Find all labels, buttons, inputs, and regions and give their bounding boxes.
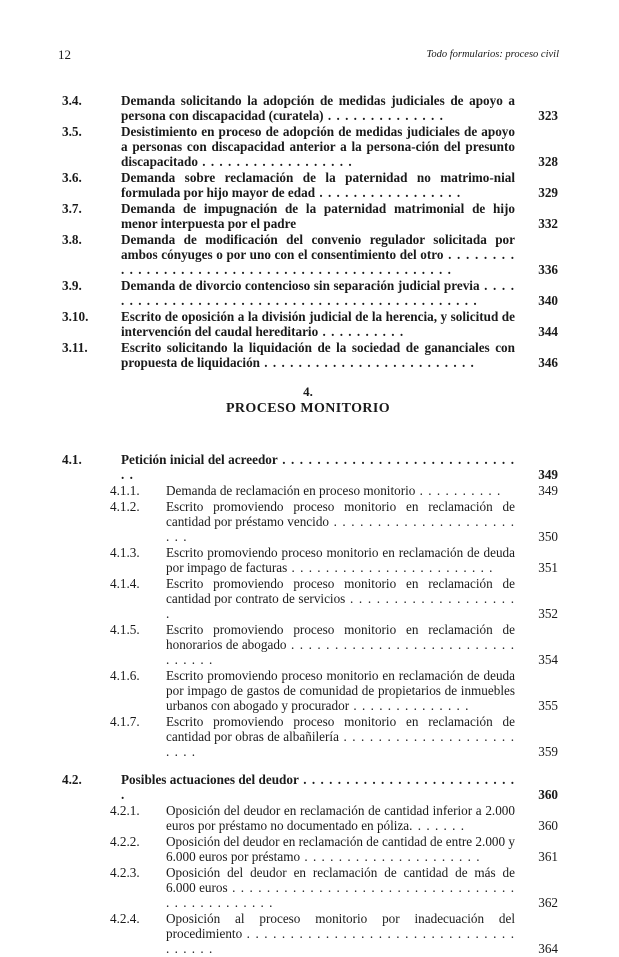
toc-subentry[interactable]	[58, 865, 558, 910]
entry-page-number: 350	[538, 529, 558, 544]
entry-number: 3.7.	[62, 201, 82, 216]
entry-number: 3.10.	[62, 309, 89, 324]
entry-number: 4.1.1.	[110, 483, 140, 498]
entry-title: Escrito solicitando la liquidación de la sociedad de gananciales con propuesta de liquidación	[121, 340, 515, 370]
entry-title: Demanda de reclamación en proceso monitorio	[166, 483, 416, 498]
toc-entry[interactable]	[58, 93, 558, 123]
entry-title: Oposición del deudor en reclamación de cantidad de entre 2.000 y 6.000 euros por préstamo	[166, 834, 515, 864]
toc-entry[interactable]	[58, 201, 558, 231]
entry-title: Escrito promoviendo proceso monitorio en reclamación de deuda por impago de gastos de comunidad de propietarios de inmuebles urbanos con abogado y procurador	[166, 668, 515, 713]
entry-title: Demanda de modificación del convenio regulador solicitada por ambos cónyuges o por uno con el consentimiento del otro	[121, 232, 515, 262]
entry-number: 4.2.	[62, 772, 82, 787]
dot-leader: . . . . . . . . . . . . . . . . . . . . . . . .	[166, 514, 515, 544]
entry-title: Desistimiento en proceso de adopción de medidas judiciales de apoyo a personas con discapacidad anterior a la persona-ción del presunto discapacitado	[121, 124, 515, 169]
page-number: 12	[58, 47, 71, 62]
entry-page-number: 346	[538, 355, 558, 370]
dot-leader: . . . . . . . . . . . . . . . . . . . . . . . . .	[260, 355, 475, 370]
entry-page-number: 355	[538, 698, 558, 713]
running-title: Todo formularios: proceso civil	[426, 49, 559, 60]
dot-leader: . . . . . . . . . . . . . . . . . . . . . . . . . .	[121, 772, 516, 802]
dot-leader: . . . . . . . . . . . . . . . . . . . . . . . .	[287, 560, 494, 575]
dot-leader: . . . . . . . . . . . . . . . . . . . .	[166, 591, 516, 621]
entry-title: Escrito promoviendo proceso monitorio en reclamación de cantidad por contrato de servicios	[166, 576, 515, 606]
section-number: 4.	[303, 384, 313, 399]
entry-page-number: 351	[538, 560, 558, 575]
entry-page-number: 349	[538, 467, 558, 482]
entry-number: 3.9.	[62, 278, 82, 293]
entry-number: 4.1.4.	[110, 576, 140, 591]
toc-subentry[interactable]	[58, 834, 558, 864]
dot-leader: . . . . . . . . . . . . . . . . . . . . . . . . . . . . . . . . . . . . . . . . . . . . . .	[121, 278, 516, 308]
toc-subentry[interactable]	[58, 576, 558, 621]
dot-leader: . . . . . . . . . . . . . . . . . . . . . . . . . . . . .	[121, 452, 516, 482]
dot-leader: . . . . . . . . . . . . . . . . . . . . . . . . . . . . . . . . . . . . . . . . . . . . . .	[166, 880, 515, 910]
entry-title: Oposición del deudor en reclamación de cantidad de más de 6.000 euros	[166, 865, 515, 895]
dot-leader: . . . . . . . . . . . . . .	[323, 108, 444, 123]
entry-page-number: 364	[538, 941, 558, 956]
entry-number: 4.2.2.	[110, 834, 140, 849]
entry-title: Escrito de oposición a la división judicial de la herencia, y solicitud de intervención del caudal hereditario	[121, 309, 515, 339]
toc-subentry[interactable]	[58, 803, 558, 833]
dot-leader: . . . . . . . . . .	[318, 324, 405, 339]
toc-subentry[interactable]	[58, 714, 558, 759]
entry-title: Demanda solicitando la adopción de medidas judiciales de apoyo a persona con discapacidad (curatela)	[121, 93, 515, 123]
entry-title: Demanda de divorcio contencioso sin separación judicial previa	[121, 278, 480, 293]
entry-page-number: 360	[538, 818, 558, 833]
spacer	[58, 760, 558, 772]
entry-number: 4.1.6.	[110, 668, 140, 683]
entry-page-number: 362	[538, 895, 558, 910]
toc-subentry[interactable]	[58, 911, 558, 956]
entry-page-number: 340	[538, 293, 558, 308]
dot-leader: . . . . . . . . . . . . . . . . .	[315, 185, 462, 200]
entry-title: Oposición al proceso monitorio por inadecuación del procedimiento	[166, 911, 515, 941]
entry-number: 4.2.1.	[110, 803, 140, 818]
toc-subentry[interactable]	[58, 545, 558, 575]
dot-leader: . . . . . . . . . . . . . . . . . .	[197, 154, 353, 169]
section-heading	[58, 384, 558, 416]
dot-leader: . . . . . . . . . . . . . . . . . . . . .	[300, 849, 481, 864]
entry-number: 3.11.	[62, 340, 88, 355]
entry-page-number: 354	[538, 652, 558, 667]
toc-entry[interactable]	[58, 124, 558, 169]
page-header	[58, 47, 559, 63]
entry-number: 4.1.5.	[110, 622, 140, 637]
entry-page-number: 360	[538, 787, 558, 802]
dot-leader: . . . . . . . . . . . . . . . . . . . . . . . . . . . . . . . .	[166, 637, 516, 667]
entry-number: 3.8.	[62, 232, 82, 247]
toc-subentry[interactable]	[58, 483, 558, 498]
entry-title: Demanda sobre reclamación de la paternidad no matrimo-nial formulada por hijo mayor de edad	[121, 170, 515, 200]
entry-title: Escrito promoviendo proceso monitorio en reclamación de cantidad por obras de albañilería	[166, 714, 515, 744]
dot-leader: . . . . . . . . . . . . . .	[349, 698, 470, 713]
entry-number: 3.5.	[62, 124, 82, 139]
toc-group-entry[interactable]	[58, 452, 558, 482]
toc-entry[interactable]	[58, 170, 558, 200]
entry-page-number: 332	[538, 216, 558, 231]
entry-number: 3.4.	[62, 93, 82, 108]
entry-title: Demanda de impugnación de la paternidad matrimonial de hijo menor interpuesta por el padre	[121, 201, 515, 231]
entry-title: Petición inicial del acreedor	[121, 452, 278, 467]
table-of-contents	[58, 93, 558, 957]
toc-entry[interactable]	[58, 232, 558, 277]
toc-entry[interactable]	[58, 309, 558, 339]
entry-page-number: 349	[538, 483, 558, 498]
spacer	[58, 416, 558, 452]
entry-page-number: 336	[538, 262, 558, 277]
toc-subentry[interactable]	[58, 622, 558, 667]
entry-page-number: 344	[538, 324, 558, 339]
entry-page-number: 361	[538, 849, 558, 864]
entry-title: Posibles actuaciones del deudor	[121, 772, 299, 787]
toc-entry[interactable]	[58, 340, 558, 370]
dot-leader: . . . . . . . . . . . . . . . . . . . . . . . .	[166, 729, 515, 759]
toc-entry[interactable]	[58, 278, 558, 308]
dot-leader: . . . . . . . . . . . . . . . . . . . . . . . . . . . . . . . . . . . . . . . . . . . . . . .	[121, 247, 516, 277]
entry-number: 4.1.2.	[110, 499, 140, 514]
toc-subentry[interactable]	[58, 668, 558, 713]
entry-number: 4.2.4.	[110, 911, 140, 926]
entry-number: 4.2.3.	[110, 865, 140, 880]
toc-group-entry[interactable]	[58, 772, 558, 802]
entry-title: Oposición del deudor en reclamación de cantidad inferior a 2.000 euros por préstamo no documentado en póliza	[166, 803, 515, 833]
entry-title: Escrito promoviendo proceso monitorio en reclamación de cantidad por préstamo vencido	[166, 499, 515, 529]
entry-page-number: 352	[538, 606, 558, 621]
entry-page-number: 323	[538, 108, 558, 123]
entry-number: 4.1.3.	[110, 545, 140, 560]
entry-title: Escrito promoviendo proceso monitorio en reclamación de deuda por impago de facturas	[166, 545, 515, 575]
dot-leader: . . . . . . . . . .	[415, 483, 502, 498]
dot-leader: . . . . . . . . . . . . . . . . . . . . . . . . . . . . . . . . . . . . .	[166, 926, 515, 956]
entry-page-number: 329	[538, 185, 558, 200]
toc-subentry[interactable]	[58, 499, 558, 544]
entry-title: Escrito promoviendo proceso monitorio en reclamación de honorarios de abogado	[166, 622, 515, 652]
entry-page-number: 328	[538, 154, 558, 169]
section-title: PROCESO MONITORIO	[225, 401, 391, 416]
dot-leader: . . . . . . .	[409, 818, 466, 833]
entry-number: 4.1.7.	[110, 714, 140, 729]
entry-page-number: 359	[538, 744, 558, 759]
entry-number: 4.1.	[62, 452, 82, 467]
entry-number: 3.6.	[62, 170, 82, 185]
